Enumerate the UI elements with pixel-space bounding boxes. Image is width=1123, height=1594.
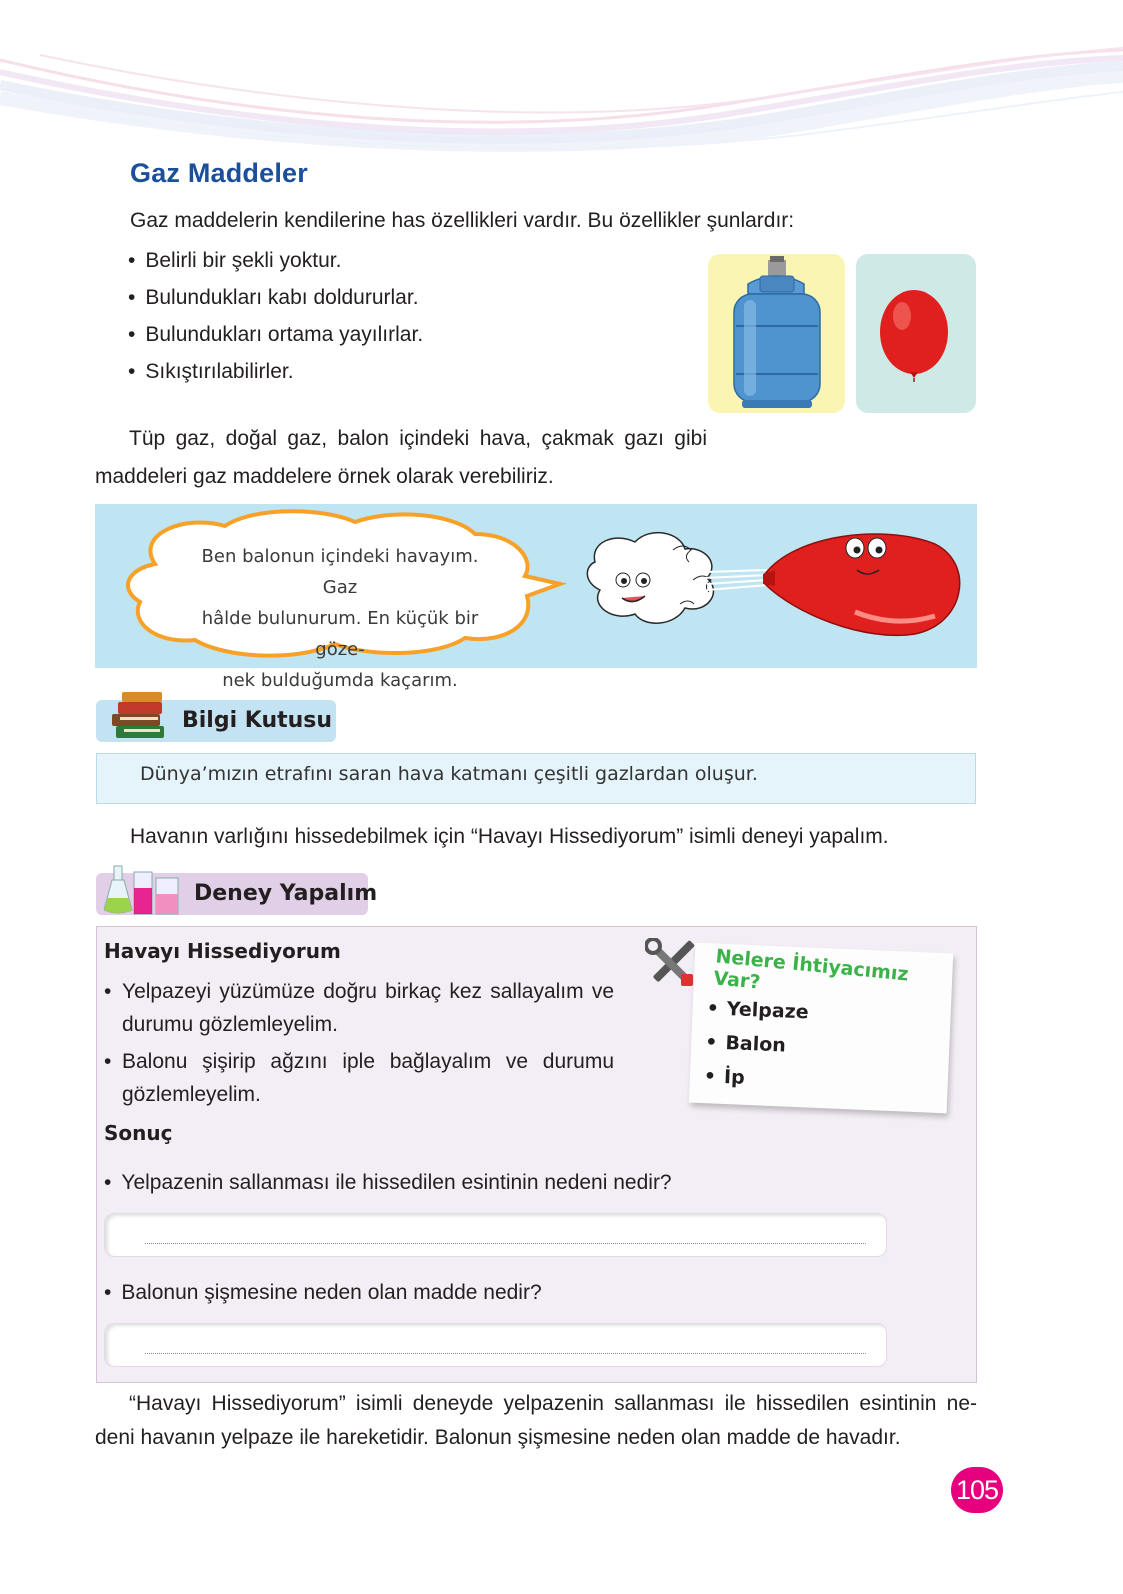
conclusion-paragraph: “Havayı Hissediyorum” isimli deneyde yelpazenin sallanması ile hissedilen esintinin ne-deni havanın yelpaze ile hareketidir. Balonun şişmesine neden olan madde de havadır.	[95, 1392, 977, 1449]
materials-title: Nelere İhtiyacımız Var?	[712, 945, 910, 994]
list-item: • Yelpazeyi yüzümüze doğru birkaç kez sallayalım ve durumu gözlemleyelim.	[104, 980, 614, 1036]
materials-list	[703, 991, 809, 1097]
experiment-label: Deney Yapalım	[194, 881, 378, 906]
intro-text: Gaz maddelerin kendilerine has özellikleri vardır. Bu özellikler şunlardır:	[130, 209, 795, 232]
list-item: • İp	[703, 1059, 806, 1097]
answer-field-1[interactable]	[104, 1213, 887, 1257]
list-item: • Yelpaze	[706, 991, 809, 1029]
cloud-character-image	[587, 533, 713, 624]
list-item: • Sıkıştırılabilirler.	[128, 353, 423, 390]
tools-icon	[645, 938, 697, 990]
info-box-label: Bilgi Kutusu	[182, 708, 333, 733]
page-number: 105	[951, 1467, 1003, 1513]
balloon-character-image	[763, 534, 960, 635]
info-box-text: Dünya’mızın etrafını saran hava katmanı çeşitli gazlardan oluşur.	[140, 763, 758, 785]
red-balloon-image	[856, 254, 976, 413]
list-item: • Bulundukları kabı doldururlar.	[128, 279, 423, 316]
header-wave-decoration	[0, 0, 1123, 160]
result-heading: Sonuç	[104, 1121, 173, 1145]
list-item: • Bulundukları ortama yayılırlar.	[128, 316, 423, 353]
gas-properties-list	[128, 242, 423, 390]
examples-paragraph: Tüp gaz, doğal gaz, balon içindeki hava, çakmak gazı gibi maddeleri gaz maddelere örnek olarak verebiliriz.	[95, 427, 707, 488]
answer-field-2[interactable]	[104, 1323, 887, 1367]
section-title: Gaz Maddeler	[130, 158, 308, 188]
gas-tank-image	[708, 254, 845, 413]
beakers-icon	[104, 864, 182, 916]
lead-sentence: Havanın varlığını hissedebilmek için “Havayı Hissediyorum” isimli deneyi yapalım.	[130, 825, 889, 848]
books-icon	[108, 690, 168, 742]
list-item: • Balon	[705, 1025, 808, 1063]
list-item: • Balonu şişirip ağzını iple bağlayalım ve durumu gözlemleyelim.	[104, 1050, 614, 1106]
question-1: • Yelpazenin sallanması ile hissedilen esintinin nedeni nedir?	[104, 1171, 672, 1194]
question-2: • Balonun şişmesine neden olan madde nedir?	[104, 1281, 542, 1304]
materials-note	[689, 943, 953, 1114]
experiment-title: Havayı Hissediyorum	[104, 939, 341, 963]
speech-bubble-text: Ben balonun içindeki havayım. Gaz hâlde bulunurum. En küçük bir göze- nek bulduğumda kaçarım.	[201, 546, 479, 691]
list-item: • Belirli bir şekli yoktur.	[128, 242, 423, 279]
